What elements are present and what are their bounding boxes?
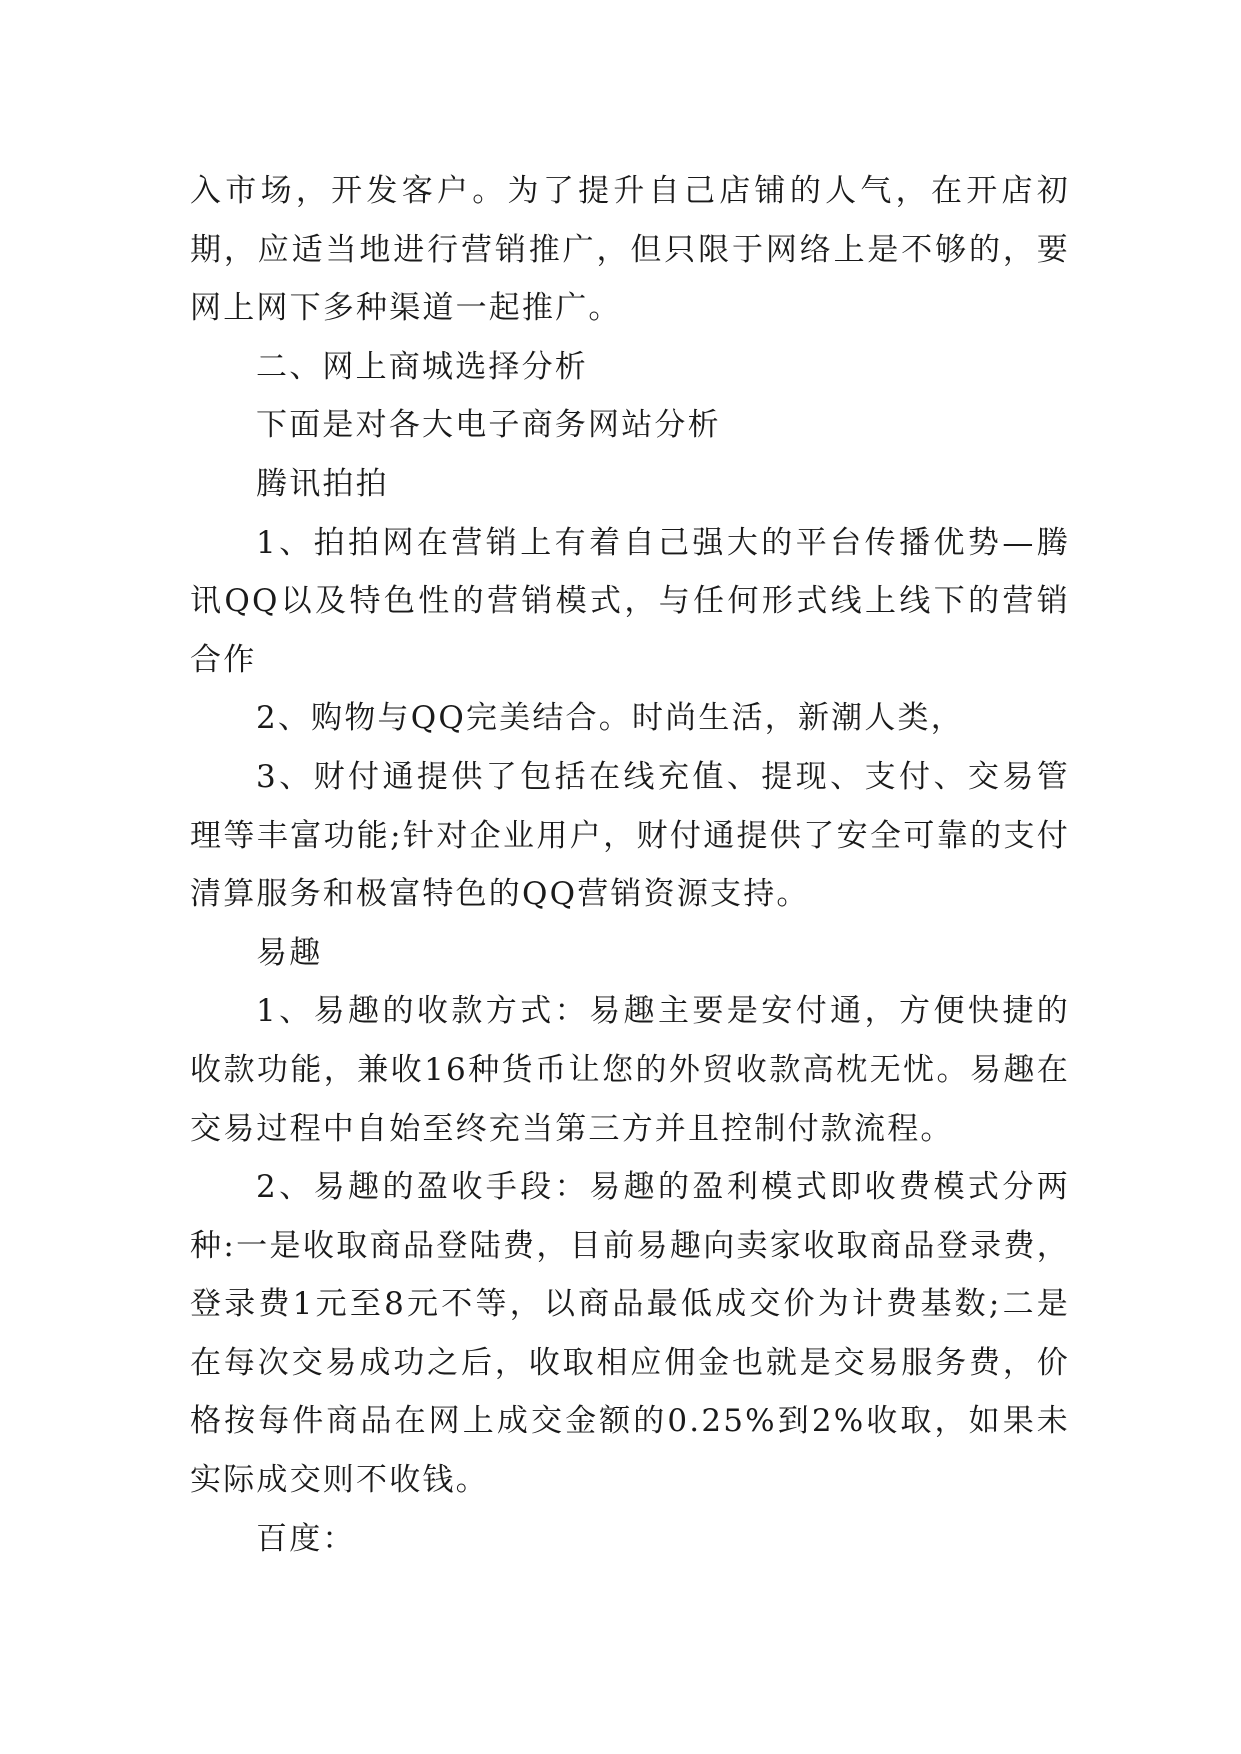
paragraph-yiqu-1: 1、易趣的收款方式：易趣主要是安付通，方便快捷的收款功能，兼收16种货币让您的外贸收款高枕无忧。易趣在交易过程中自始至终充当第三方并且控制付款流程。 [190,993,1070,1147]
subheading-yiqu: 易趣 [256,934,323,971]
document-body [190,162,1070,1568]
paragraph-intro: 下面是对各大电子商务网站分析 [256,407,721,444]
paragraph-paipai-2: 2、购物与QQ完美结合。时尚生活，新潮人类， [256,700,964,737]
section-heading-mall-analysis: 二、网上商城选择分析 [256,348,588,385]
paragraph-yiqu-2: 2、易趣的盈收手段：易趣的盈利模式即收费模式分两种:一是收取商品登陆费，目前易趣向卖家收取商品登录费，登录费1元至8元不等，以商品最低成交价为计费基数;二是在每次交易成功之后，收取相应佣金也就是交易服务费，价格按每件商品在网上成交金额的0.25%到2%收取，如果未实际成交则不收钱。 [190,1169,1070,1499]
paragraph-continuation: 入市场，开发客户。为了提升自己店铺的人气，在开店初期，应适当地进行营销推广，但只限于网络上是不够的，要网上网下多种渠道一起推广。 [190,173,1070,327]
subheading-baidu: 百度： [256,1520,356,1557]
paragraph-paipai-1: 1、拍拍网在营销上有着自己强大的平台传播优势—腾讯QQ以及特色性的营销模式，与任何形式线上线下的营销合作 [190,524,1070,678]
subheading-tencent-paipai: 腾讯拍拍 [256,465,389,502]
paragraph-paipai-3: 3、财付通提供了包括在线充值、提现、支付、交易管理等丰富功能;针对企业用户，财付通提供了安全可靠的支付清算服务和极富特色的QQ营销资源支持。 [190,758,1070,913]
